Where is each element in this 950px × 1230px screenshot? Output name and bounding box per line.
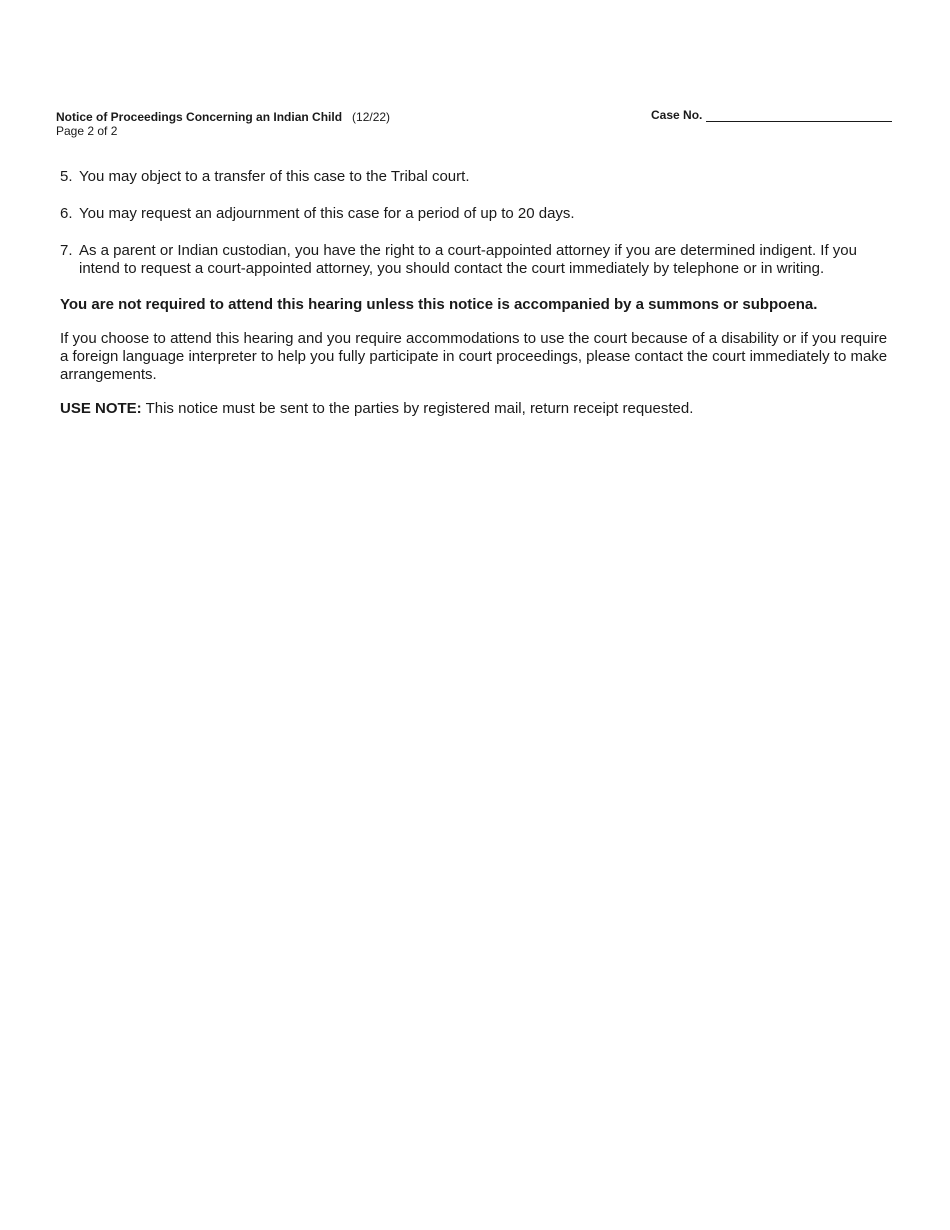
use-note-text: This notice must be sent to the parties by registered mail, return receipt requested. bbox=[145, 400, 694, 417]
accommodation-paragraph: If you choose to attend this hearing and you require accommodations to use the court because of a disability or if you require a foreign language interpreter to help you fully participate in court proceedings, please contact the court immediately to make arrangements. bbox=[60, 330, 888, 383]
page-number: Page 2 of 2 bbox=[56, 124, 118, 138]
item-number: 5. bbox=[60, 168, 73, 185]
notice-body bbox=[60, 168, 898, 434]
item-text: As a parent or Indian custodian, you have the right to a court-appointed attorney if you are determined indigent. If you intend to request a court-appointed attorney, you should contact the court immediately by telephone or in writing. bbox=[79, 242, 857, 277]
form-title: Notice of Proceedings Concerning an Indian Child bbox=[56, 110, 343, 124]
page-header bbox=[56, 108, 896, 140]
case-number-label: Case No. bbox=[651, 108, 703, 122]
list-item bbox=[60, 168, 898, 186]
item-text: You may request an adjournment of this case for a period of up to 20 days. bbox=[79, 205, 575, 222]
use-note-label: USE NOTE: bbox=[60, 400, 142, 417]
attendance-notice: You are not required to attend this hearing unless this notice is accompanied by a summons or subpoena. bbox=[60, 296, 818, 313]
item-number: 6. bbox=[60, 205, 73, 222]
list-item bbox=[60, 205, 898, 223]
use-note bbox=[60, 400, 898, 418]
item-text: You may object to a transfer of this case to the Tribal court. bbox=[79, 168, 470, 185]
list-item bbox=[60, 242, 898, 278]
case-number bbox=[651, 108, 892, 122]
form-revision: (12/22) bbox=[352, 110, 391, 124]
item-number: 7. bbox=[60, 242, 73, 259]
case-number-field[interactable] bbox=[706, 108, 892, 122]
